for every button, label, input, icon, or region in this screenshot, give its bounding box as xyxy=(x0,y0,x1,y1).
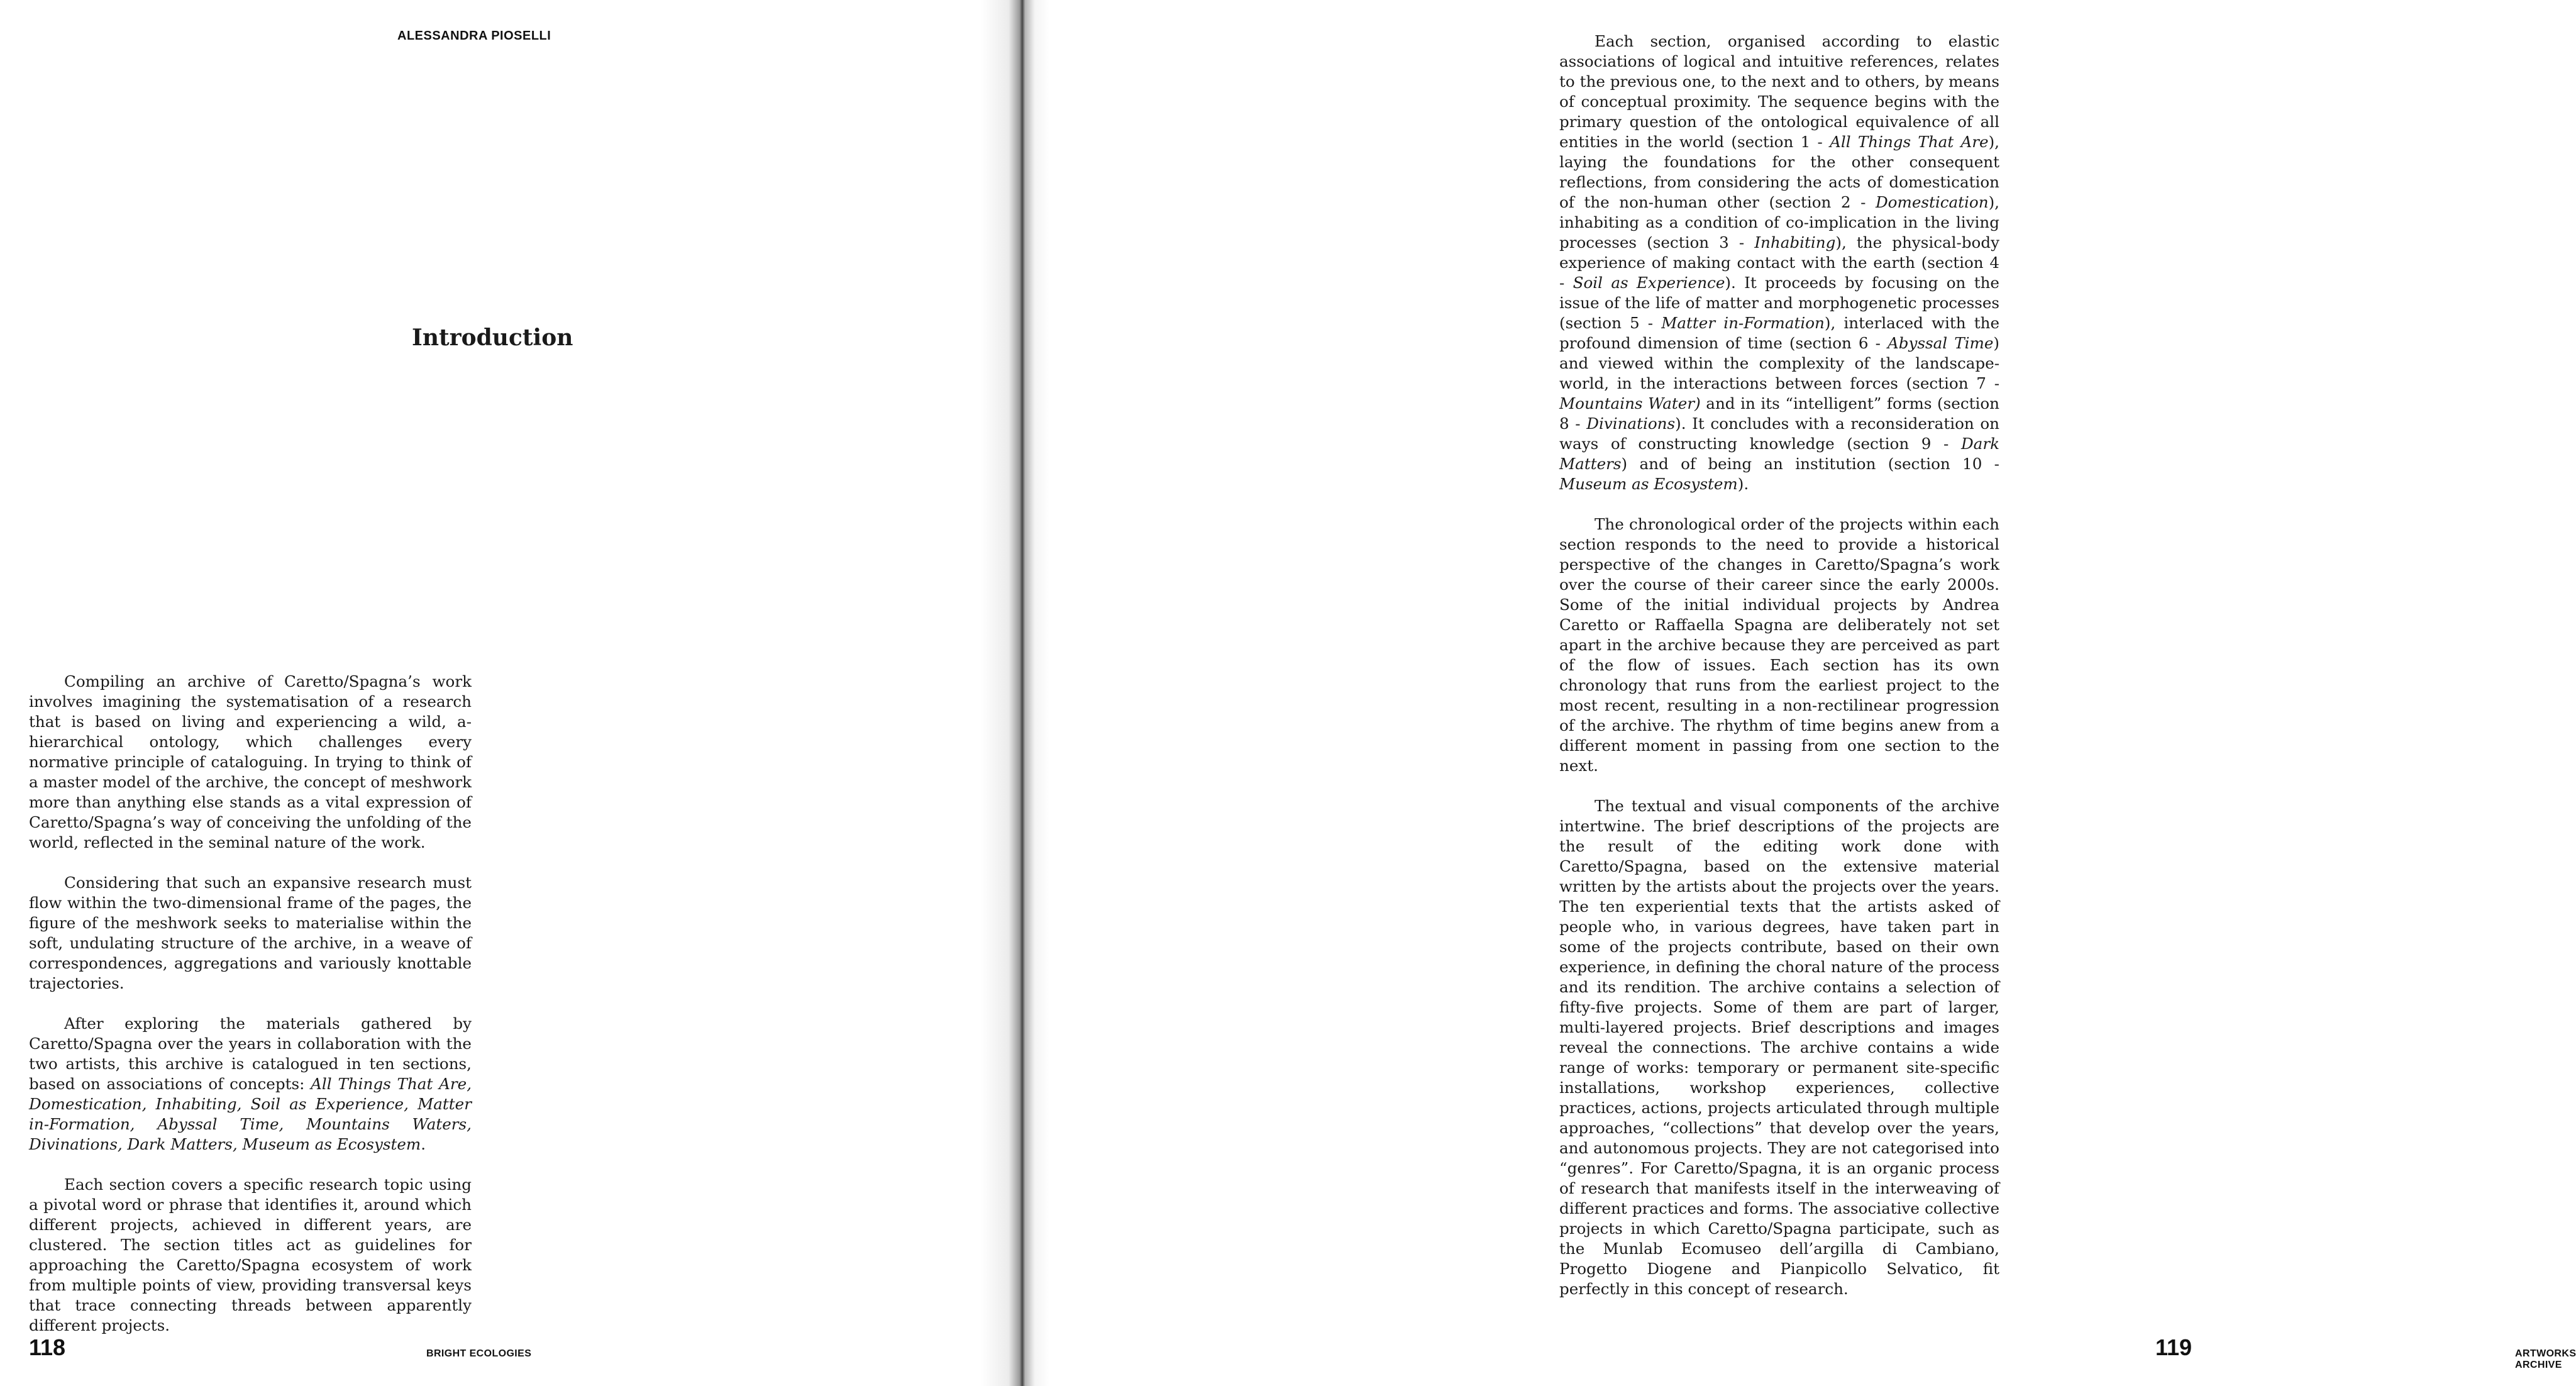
paragraph: The textual and visual components of the archive intertwine. The brief descriptions of the projects are the result of the editing work done with Caretto/Spagna, based on the extensive material written by the artists about the projects over the years. The ten experiential texts that the artists asked of people who, in various degrees, have taken part in some of the projects contribute, based on their own experience, in defining the choral nature of the process and its rendition. The archive contains a selection of fifty-five projects. Some of them are part of larger, multi-layered projects. Brief descriptions and images reveal the connections. The archive contains a wide range of works: temporary or permanent site-specific installations, workshop experiences, collective practices, actions, projects articulated through multiple approaches, “collections” that develop over the years, and autonomous projects. They are not categorised into “genres”. For Caretto/Spagna, it is an organic process of research that manifests itself in the interweaving of different practices and forms. The associative collective projects in which Caretto/Spagna participate, such as the Munlab Ecomuseo dell’argilla di Cambiano, Progetto Diogene and Pianpicollo Selvatico, fit perfectly in this concept of research. xyxy=(1559,797,1999,1298)
italic-term: Inhabiting xyxy=(1754,233,1836,252)
book-gutter-shadow xyxy=(981,0,1050,1386)
italic-term: All Things That Are xyxy=(1830,133,1989,151)
italic-term: Soil as Experience xyxy=(1573,274,1725,292)
italic-term: Matter in-Formation xyxy=(1661,314,1825,332)
page-number: 118 xyxy=(29,1334,66,1360)
right-text-column xyxy=(1559,31,1999,1299)
page-number: 119 xyxy=(2155,1334,2192,1360)
paragraph: Considering that such an expansive research must flow within the two-dimensional frame of the pages, the figure of the meshwork seeks to materialise within the soft, undulating structure of the archive, in a weave of correspondences, aggregations and variously knottable trajectories. xyxy=(29,873,472,992)
book-title-footer: BRIGHT ECOLOGIES xyxy=(426,1348,532,1359)
italic-term: Divinations xyxy=(1586,414,1676,433)
paragraph: Each section, organised according to elastic associations of logical and intuitive references, relates to the previous one, to the next and to others, by means of conceptual proximity. The sequence begins with the primary question of the ontological equivalence of all entities in the world (section 1 - All Things That Are), laying the foundations for the other consequent reflections, from considering the acts of domestication of the non-human other (section 2 - Domestication), inhabiting as a condition of co-implication in the living processes (section 3 - Inhabiting), the physical-body experience of making contact with the earth (section 4 - Soil as Experience). It proceeds by focusing on the issue of the life of matter and morphogenetic processes (section 5 - Matter in-Formation), interlaced with the profound dimension of time (section 6 - Abyssal Time) and viewed within the complexity of the landscape-world, in the interactions between forces (section 7 - Mountains Water) and in its “intelligent” forms (section 8 - Divinations). It concludes with a reconsideration on ways of constructing knowledge (section 9 - Dark Matters) and of being an institution (section 10 - Museum as Ecosystem). xyxy=(1559,32,2000,493)
section-title-footer: ARTWORKS ARCHIVE xyxy=(2515,1348,2576,1370)
italic-term: Museum as Ecosystem xyxy=(1559,475,1738,493)
italic-term: All Things That Are, Domestication, Inhabiting, Soil as Experience, Matter in-Formation, Abyssal Time, Mountains Waters, Divinations, Dark Matters, Museum as Ecosystem xyxy=(29,1075,472,1153)
left-page xyxy=(0,0,1006,1386)
italic-term: Domestication xyxy=(1875,193,1989,211)
italic-term: Dark Matters xyxy=(1559,435,1999,473)
paragraph: After exploring the materials gathered by Caretto/Spagna over the years in collaboration with the two artists, this archive is catalogued in ten sections, based on associations of concepts: All Things That Are, Domestication, Inhabiting, Soil as Experience, Matter in-Formation, Abyssal Time, Mountains Waters, Divinations, Dark Matters, Museum as Ecosystem. xyxy=(29,1014,472,1153)
paragraph: Each section covers a specific research topic using a pivotal word or phrase that identifies it, around which different projects, achieved in different years, are clustered. The section titles act as guidelines for approaching the Caretto/Spagna ecosystem of work from multiple points of view, providing transversal keys that trace connecting threads between apparently different projects. xyxy=(29,1175,472,1334)
italic-term: Abyssal Time xyxy=(1888,334,1994,352)
left-text-column xyxy=(29,672,472,1336)
chapter-title: Introduction xyxy=(412,324,573,351)
paragraph: The chronological order of the projects within each section responds to the need to provide a historical perspective of the changes in Caretto/Spagna’s work over the course of their career since the early 2000s. Some of the initial individual projects by Andrea Caretto or Raffaella Spagna are deliberately not set apart in the archive because they are perceived as part of the flow of issues. Each section has its own chronology that runs from the earliest project to the most recent, resulting in a non-rectilinear progression of the archive. The rhythm of time begins anew from a different moment in passing from one section to the next. xyxy=(1559,515,1999,775)
paragraph: Compiling an archive of Caretto/Spagna’s work involves imagining the systematisation of a research that is based on living and experiencing a wild, a-hierarchical ontology, which challenges every normative principle of cataloguing. In trying to think of a master model of the archive, the concept of meshwork more than anything else stands as a vital expression of Caretto/Spagna’s way of conceiving the unfolding of the world, reflected in the seminal nature of the work. xyxy=(29,672,472,851)
running-head: ALESSANDRA PIOSELLI xyxy=(397,29,551,43)
italic-term: Mountains Water) xyxy=(1559,394,1701,413)
